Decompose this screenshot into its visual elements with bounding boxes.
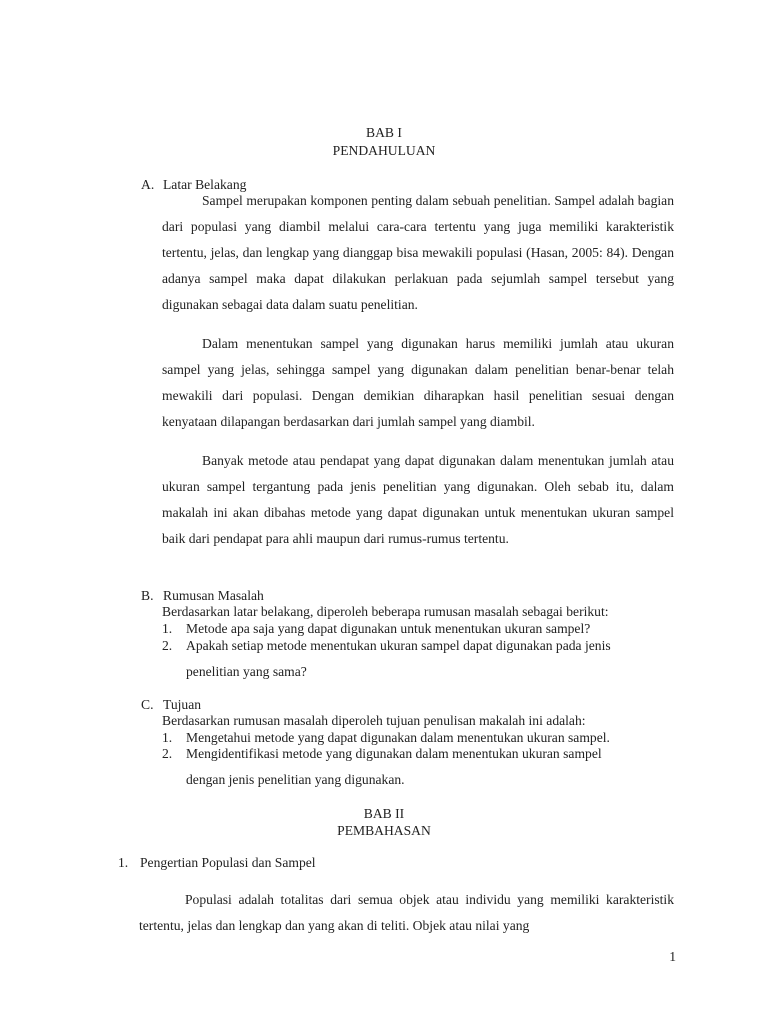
section-b-intro: Berdasarkan latar belakang, diperoleh beberapa rumusan masalah sebagai berikut:: [162, 604, 609, 619]
bab1-subtitle: PENDAHULUAN: [332, 143, 436, 158]
section-a-label: A.: [141, 177, 155, 192]
section-c-label: C.: [141, 697, 154, 712]
section-a-paragraph-3: Banyak metode atau pendapat yang dapat digunakan dalam menentukan jumlah atau ukuran sampel tergantung pada jenis penelitian yang digunakan. Oleh sebab itu, dalam makalah ini akan dibahas metode yang dapat digunakan untuk menentukan ukuran sampel baik dari pendapat para ahli maupun dari rumus-rumus tertentu.: [162, 453, 674, 546]
section-c-item-2: 2. Mengidentifikasi metode yang digunakan dalam menentukan ukuran sampel dengan jenis penelitian yang digunakan.: [162, 746, 602, 787]
section-a-paragraph-1: Sampel merupakan komponen penting dalam sebuah penelitian. Sampel adalah bagian dari populasi yang diambil melalui cara-cara tertentu yang juga memiliki karakteristik tertentu, jelas, dan lengkap yang dianggap bisa mewakili populasi (Hasan, 2005: 84). Dengan adanya sampel maka dapat dilakukan perlakuan pada sejumlah sampel tersebut yang digunakan sebagai data dalam suatu penelitian.: [162, 193, 674, 312]
section-c-intro: Berdasarkan rumusan masalah diperoleh tujuan penulisan makalah ini adalah:: [162, 713, 586, 728]
section-1-paragraph: Populasi adalah totalitas dari semua objek atau individu yang memiliki karakteristik tertentu, jelas dan lengkap dan yang akan di teliti. Objek atau nilai yang: [139, 892, 674, 933]
section-1-heading: [118, 854, 316, 872]
section-1-label: 1.: [118, 855, 129, 870]
section-1-title: Pengertian Populasi dan Sampel: [140, 855, 316, 870]
section-b-title: Rumusan Masalah: [163, 588, 264, 603]
page-number: 1: [669, 949, 676, 964]
section-c-item-1: 1. Mengetahui metode yang dapat digunakan dalam menentukan ukuran sampel.: [162, 730, 610, 745]
section-c-title: Tujuan: [163, 697, 202, 712]
bab1-title: BAB I: [366, 125, 402, 140]
bab2-title: BAB II: [363, 806, 405, 821]
section-b-item-2: 2. Apakah setiap metode menentukan ukuran sampel dapat digunakan pada jenis penelitian yang sama?: [162, 638, 611, 679]
section-b-label: B.: [141, 588, 154, 603]
section-b-item-1: 1. Metode apa saja yang dapat digunakan untuk menentukan ukuran sampel?: [162, 621, 591, 636]
section-a-title: Latar Belakang: [163, 177, 247, 192]
bab2-subtitle: PEMBAHASAN: [337, 823, 431, 838]
section-a-paragraph-2: Dalam menentukan sampel yang digunakan harus memiliki jumlah atau ukuran sampel yang jelas, sehingga sampel yang digunakan dalam penelitian benar-benar telah mewakili dari populasi. Dengan demikian diharapkan hasil penelitian sesuai dengan kenyataan dilapangan berdasarkan dari jumlah sampel yang diambil.: [162, 336, 674, 429]
